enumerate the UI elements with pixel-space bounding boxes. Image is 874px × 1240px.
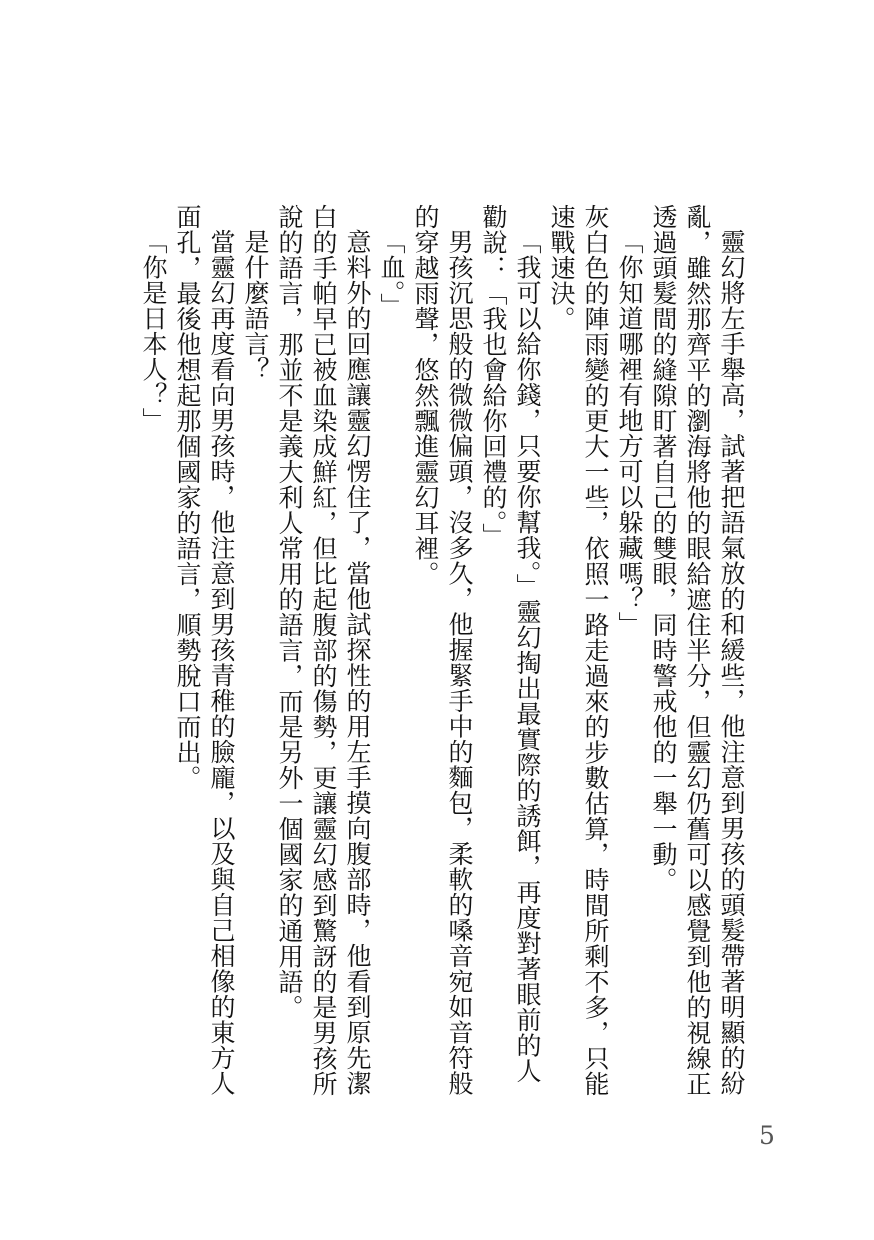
paragraph: 灰白色的陣雨變的更大一些，依照一路走過來的步數估算，時間所剩不多，只能速戰速決。 bbox=[547, 204, 610, 1097]
page-number: 5 bbox=[759, 1121, 775, 1150]
paragraph: 男孩沉思般的微微偏頭，沒多久，他握緊手中的麵包，柔軟的嗓音宛如音符般的穿越雨聲，悠然飄進靈幻耳裡。 bbox=[411, 204, 474, 1096]
paragraph: 靈幻將左手舉高，試著把語氣放的和緩些，他注意到男孩的頭髮帶著明顯的紛亂，雖然那齊平的瀏海將他的眼給遮住半分，但靈幻仍舊可以感覺到他的視線正透過頭髮間的縫隙盯著自己的雙眼，同時警戒他的一舉一動。 bbox=[649, 204, 746, 1097]
paragraph: 「你知道哪裡有地方可以躲藏嗎？」 bbox=[615, 229, 644, 637]
paragraph: 「我可以給你錢，只要你幫我。」靈幻掏出最實際的誘餌，再度對著眼前的人勸說：「我也會給你回禮的。」 bbox=[479, 204, 542, 1084]
paragraph: 「你是日本人？」 bbox=[139, 229, 168, 433]
paragraph: 意料外的回應讓靈幻愣住了，當他試探性的用左手摸向腹部時，他看到原先潔白的手帕早已被血染成鮮紅，但比起腹部的傷勢，更讓靈幻感到驚訝的是男孩所說的語言，那並不是義大利人常用的語言，而是另外一個國家的通用語。 bbox=[275, 204, 372, 1097]
paragraph: 「血。」 bbox=[377, 229, 406, 319]
body-text bbox=[136, 204, 748, 1104]
paragraph: 當靈幻再度看向男孩時，他注意到男孩青稚的臉龐，以及與自己相像的東方人面孔，最後他想起那個國家的語言，順勢脫口而出。 bbox=[173, 204, 236, 1096]
paragraph: 是什麼語言？ bbox=[241, 229, 270, 382]
